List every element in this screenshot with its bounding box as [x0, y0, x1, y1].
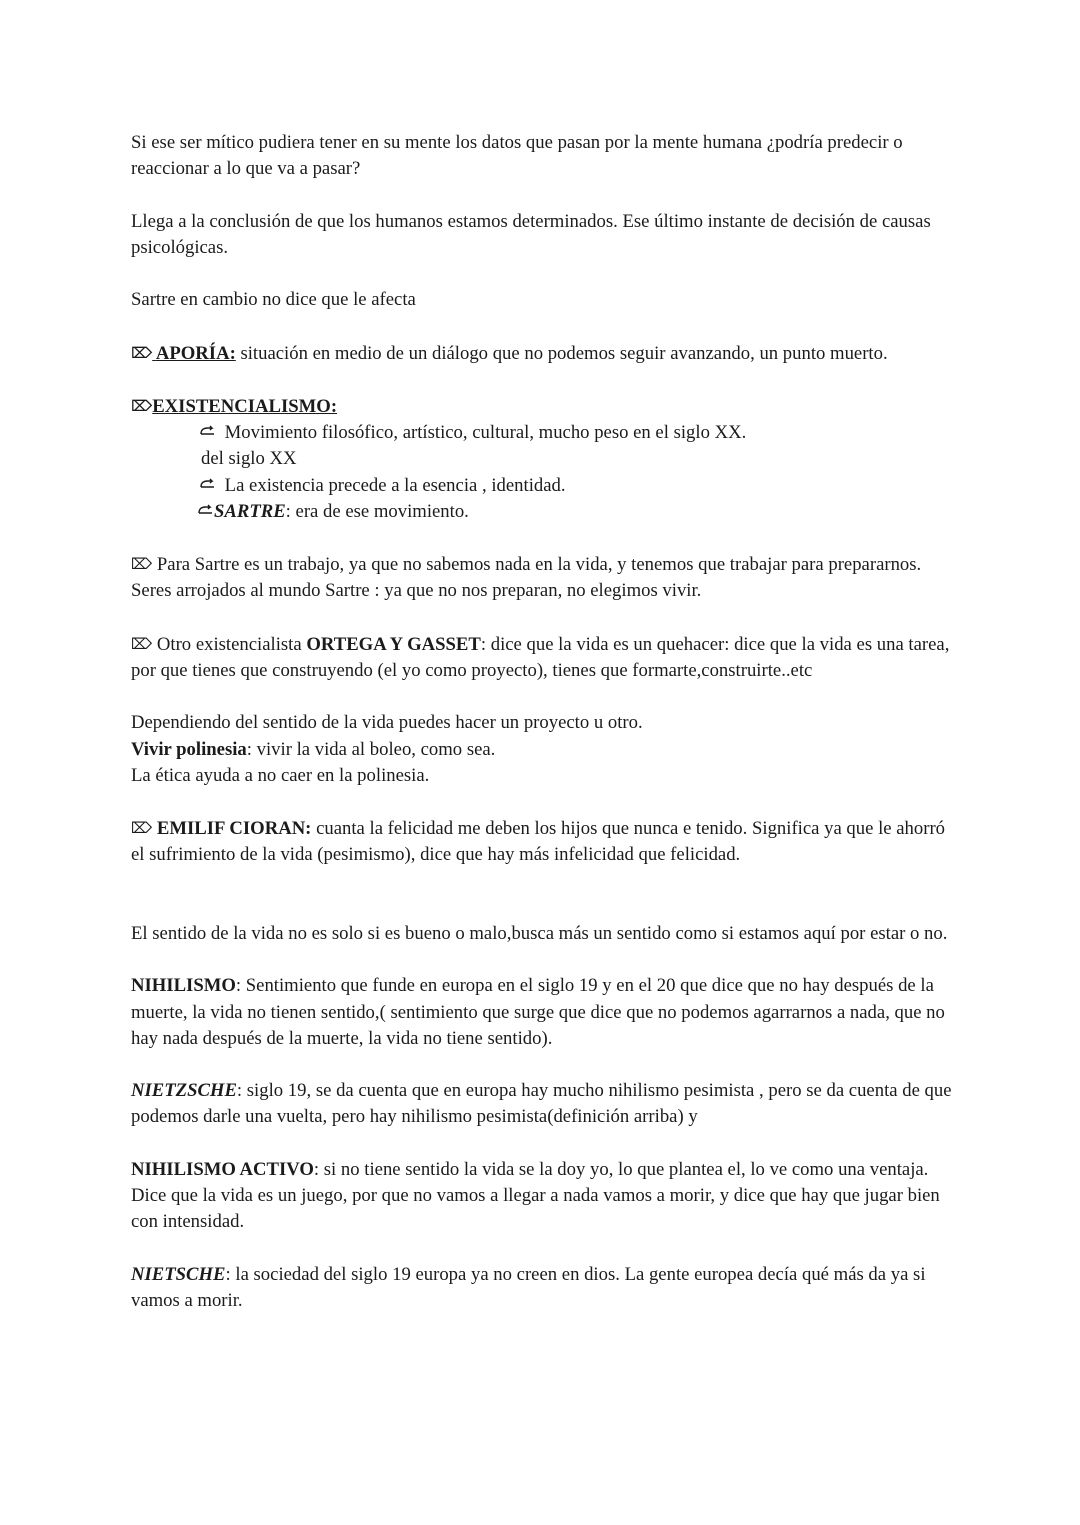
paragraph-mythic-being: Si ese ser mítico pudiera tener en su mente los datos que pasan por la mente humana ¿podría predecir o reaccionar a lo que va a pasar? [131, 132, 903, 180]
existencialismo-term: EXISTENCIALISMO: [152, 395, 338, 417]
paragraph-cioran: ⌦ EMILIF CIORAN: cuanta la felicidad me deben los hijos que nunca e tenido. Significa ya que le ahorró el sufrimiento de la vida (pesimismo), dice que hay más infelicidad que felicidad. [131, 815, 961, 868]
nietzsche-term: NIETZSCHE [131, 1080, 237, 1102]
paragraph-ortega: ⌦ Otro existencialista ORTEGA Y GASSET: dice que la vida es un quehacer: dice que la vida es una tarea, por que tienes que construyendo (el yo como proyecto), tienes que formarte,construirte..etc [131, 631, 961, 684]
paragraph-determinism: Llega a la conclusión de que los humanos estamos determinados. Ese último instante de decisión de causas psicológicas. [131, 210, 931, 258]
nietsche-term: NIETSCHE [131, 1263, 226, 1285]
aporia-term: APORÍA: [155, 342, 236, 364]
sartre-term: SARTRE [214, 500, 286, 522]
list-item: Movimiento filosófico, artístico, cultural, mucho peso en el siglo XX. [131, 420, 961, 446]
paragraph-project: Dependiendo del sentido de la vida puedes hacer un proyecto u otro. [131, 712, 643, 734]
erase-right-icon: ⌦ [131, 343, 153, 362]
paragraph-sartre-affect: Sartre en cambio no dice que le afecta [131, 289, 416, 311]
paragraph-sartre-work: ⌦ Para Sartre es un trabajo, ya que no sabemos nada en la vida, y tenemos que trabajar para prepararnos. Seres arrojados al mundo Sartre : ya que no nos preparan, no elegimos vivir. [131, 551, 961, 604]
curved-arrow-icon [197, 504, 214, 516]
erase-right-icon: ⌦ [131, 634, 153, 653]
erase-right-icon: ⌦ [131, 819, 153, 838]
paragraph-ethics: La ética ayuda a no caer en la polinesia. [131, 764, 430, 786]
list-item: La existencia precede a la esencia , identidad. [131, 473, 961, 499]
section-existencialismo [131, 393, 961, 525]
paragraph-nihilismo: NIHILISMO: Sentimiento que funde en europa en el siglo 19 y en el 20 que dice que no hay después de la muerte, la vida no tienen sentido,( sentimiento que surge que dice que no podemos agarrarnos a nada, que no hay nada después de la muerte, la vida no tiene sentido). [131, 975, 945, 1049]
erase-right-icon: ⌦ [131, 555, 153, 574]
paragraph-polinesia: Vivir polinesia: vivir la vida al boleo, como sea. [131, 738, 496, 760]
cioran-term: EMILIF CIORAN: [156, 818, 312, 840]
list-item: SARTRE: era de ese movimiento. [131, 499, 961, 525]
curved-arrow-icon [199, 425, 216, 437]
paragraph-nietzsche-2: NIETSCHE: la sociedad del siglo 19 europa ya no creen en dios. La gente europea decía qué más da ya si vamos a morir. [131, 1263, 926, 1311]
nihilismo-term: NIHILISMO [131, 975, 236, 997]
nihilismo-activo-term: NIHILISMO ACTIVO [131, 1158, 314, 1180]
paragraph-meaning: El sentido de la vida no es solo si es bueno o malo,busca más un sentido como si estamos aquí por estar o no. [131, 922, 948, 944]
paragraph-aporia [131, 340, 961, 367]
list-item-continuation: del siglo XX [201, 448, 297, 470]
paragraph-nihilismo-activo: NIHILISMO ACTIVO: si no tiene sentido la vida se la doy yo, lo que plantea el, lo ve como una ventaja. Dice que la vida es un juego, por que no vamos a llegar a nada vamos a morir, y dice que hay que jugar bien con intensidad. [131, 1158, 940, 1233]
erase-right-icon: ⌦ [131, 396, 153, 415]
existencialismo-heading [131, 393, 961, 420]
ortega-term: ORTEGA Y GASSET [306, 633, 481, 655]
document-page [131, 130, 961, 1340]
polinesia-term: Vivir polinesia [131, 738, 247, 760]
curved-arrow-icon [199, 478, 216, 490]
paragraph-nietzsche-1: NIETZSCHE: siglo 19, se da cuenta que en europa hay mucho nihilismo pesimista , pero se da cuenta de que podemos darle una vuelta, pero hay nihilismo pesimista(definición arriba) y [131, 1080, 952, 1128]
aporia-heading [131, 343, 236, 364]
aporia-definition: situación en medio de un diálogo que no podemos seguir avanzando, un punto muerto. [235, 342, 888, 364]
